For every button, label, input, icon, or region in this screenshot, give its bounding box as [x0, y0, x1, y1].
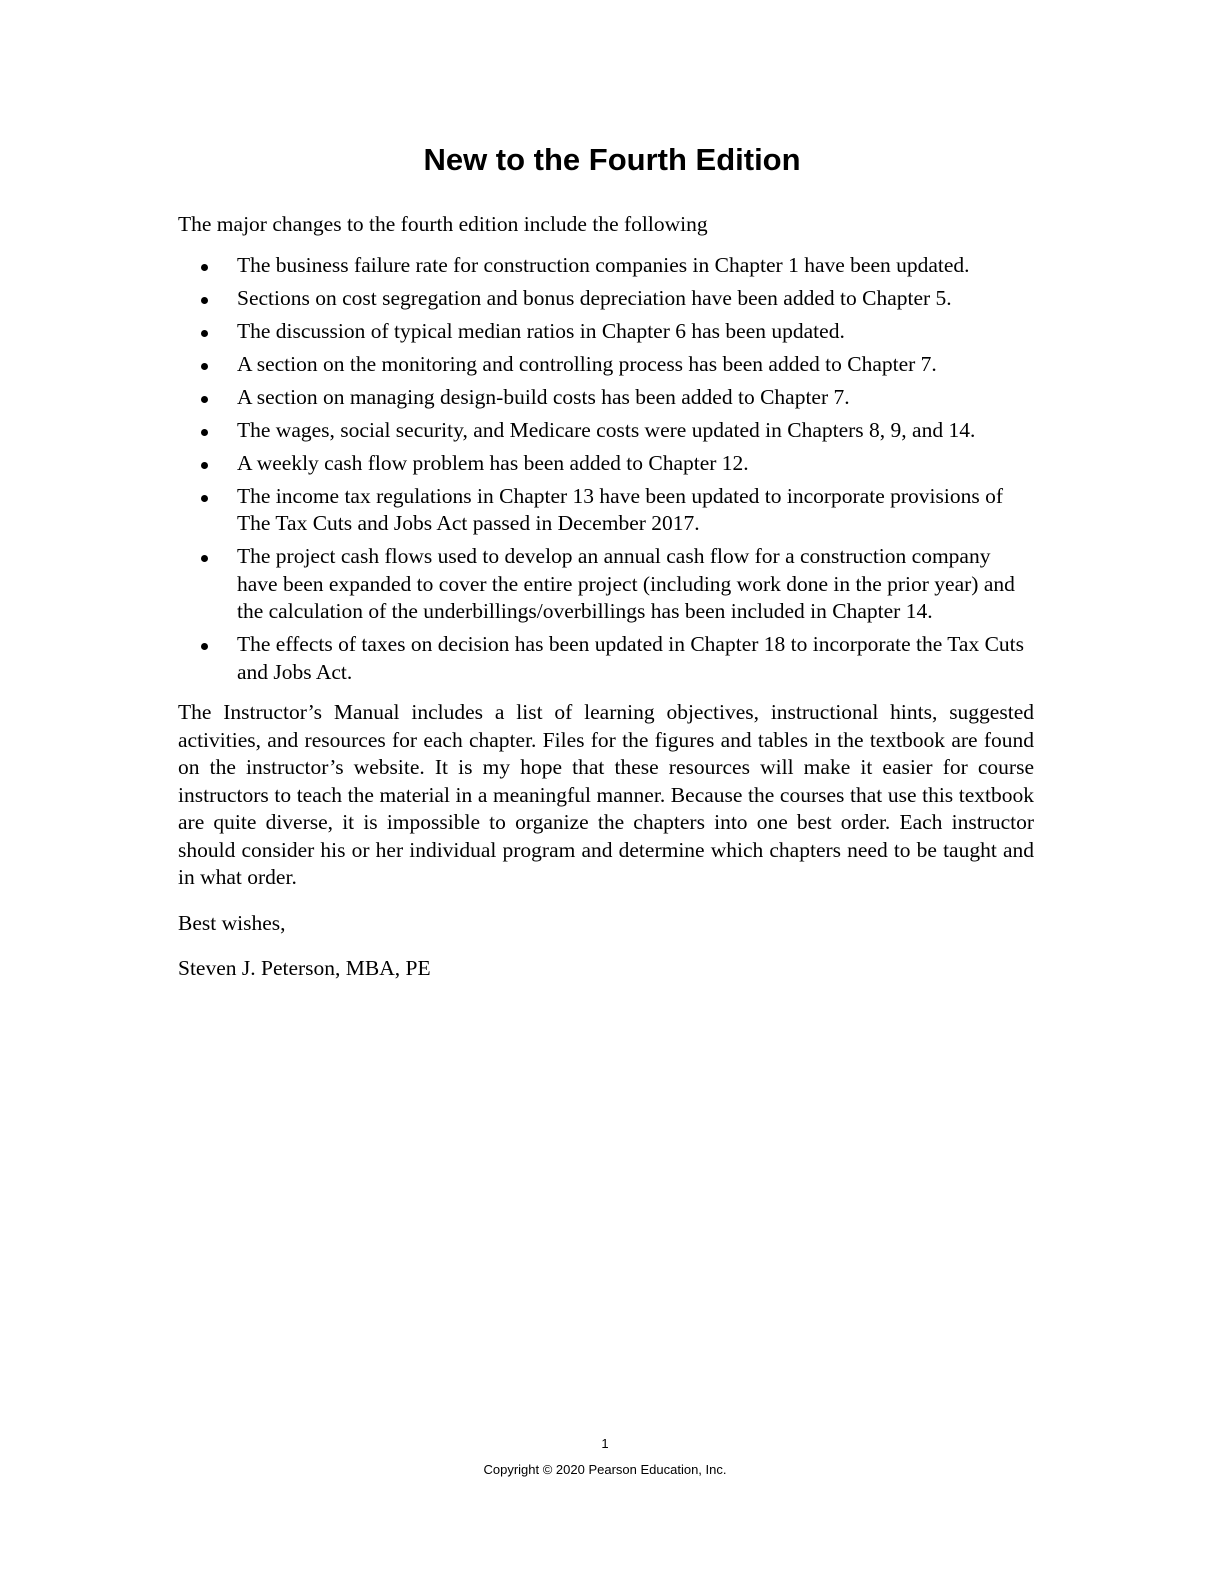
author-signature: Steven J. Peterson, MBA, PE: [178, 956, 431, 980]
bullet-icon: [201, 462, 208, 469]
list-item: [178, 351, 1034, 379]
list-item: [178, 318, 1034, 346]
bullet-icon: [201, 643, 208, 650]
intro-text: The major changes to the fourth edition include the following: [178, 212, 708, 236]
changes-list: [178, 252, 1034, 687]
list-item: [178, 631, 1034, 686]
document-body: [178, 211, 1034, 983]
page-number: 1: [601, 1436, 609, 1451]
page-title: New to the Fourth Edition: [423, 142, 801, 177]
list-item: [178, 543, 1034, 626]
bullet-icon: [201, 330, 208, 337]
list-item: [178, 384, 1034, 412]
list-item-text: A weekly cash flow problem has been added to Chapter 12.: [237, 450, 749, 475]
list-item-text: The business failure rate for construction companies in Chapter 1 have been updated.: [237, 252, 970, 277]
bullet-icon: [201, 264, 208, 271]
closing-text: Best wishes,: [178, 910, 286, 935]
bullet-icon: [201, 363, 208, 370]
copyright-notice: Copyright © 2020 Pearson Education, Inc.: [483, 1462, 727, 1477]
body-paragraph: The Instructor’s Manual includes a list of learning objectives, instructional hints, suggested activities, and resources for each chapter. Files for the figures and tables in the textbook are found on the instructor’s website. It is my hope that these resources will make it easier for course instructors to teach the material in a meaningful manner. Because the courses that use this textbook are quite diverse, it is impossible to organize the chapters into one best order. Each instructor should consider his or her individual program and determine which chapters need to be taught and in what order.: [178, 700, 1034, 889]
bullet-icon: [201, 495, 208, 502]
list-item: [178, 417, 1034, 445]
list-item: [178, 252, 1034, 280]
list-item-text: The project cash flows used to develop an annual cash flow for a construction company have been expanded to cover the entire project (including work done in the prior year) and the calculation of the underbillings/overbillings has been included in Chapter 14.: [237, 544, 1015, 623]
list-item-text: The effects of taxes on decision has been updated in Chapter 18 to incorporate the Tax Cuts and Jobs Act.: [237, 632, 1024, 684]
list-item-text: A section on the monitoring and controlling process has been added to Chapter 7.: [237, 351, 937, 376]
bullet-icon: [201, 429, 208, 436]
list-item-text: Sections on cost segregation and bonus depreciation have been added to Chapter 5.: [237, 285, 952, 310]
list-item: [178, 450, 1034, 478]
list-item-text: The wages, social security, and Medicare costs were updated in Chapters 8, 9, and 14.: [237, 417, 976, 442]
list-item-text: The income tax regulations in Chapter 13 have been updated to incorporate provisions of The Tax Cuts and Jobs Act passed in December 2017.: [237, 483, 1004, 535]
list-item-text: A section on managing design-build costs has been added to Chapter 7.: [237, 384, 850, 409]
bullet-icon: [201, 396, 208, 403]
bullet-icon: [201, 297, 208, 304]
list-item: [178, 483, 1034, 538]
bullet-icon: [201, 555, 208, 562]
list-item: [178, 285, 1034, 313]
list-item-text: The discussion of typical median ratios in Chapter 6 has been updated.: [237, 318, 845, 343]
